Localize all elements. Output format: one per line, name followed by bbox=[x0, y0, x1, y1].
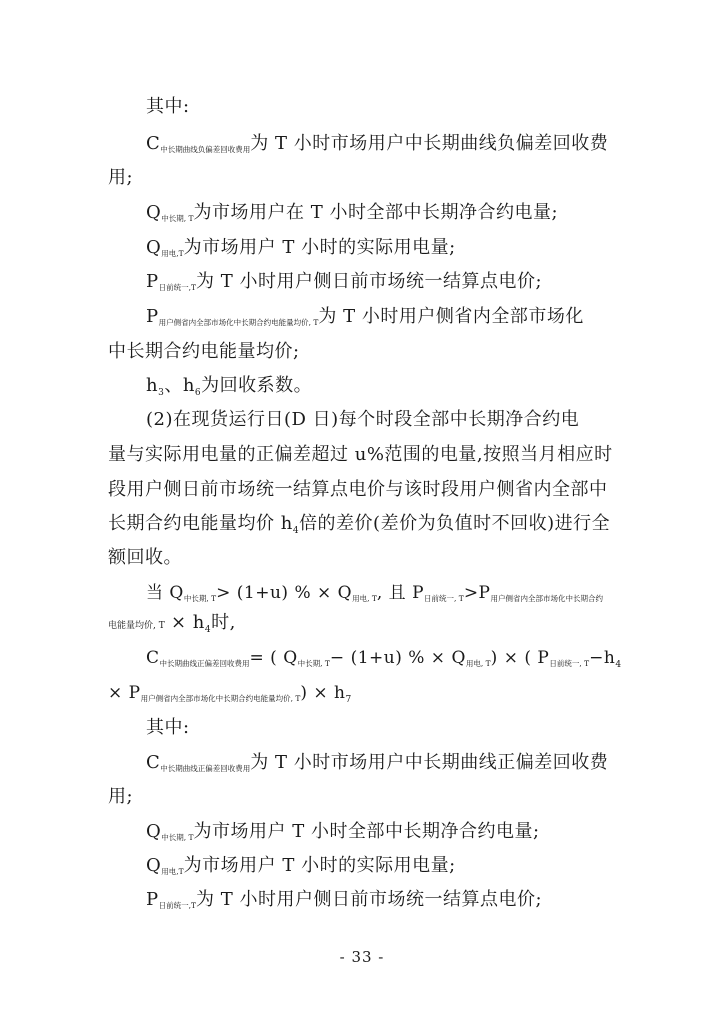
text-line bbox=[108, 167, 133, 189]
formula-line bbox=[146, 821, 540, 843]
text: 当 Q bbox=[146, 583, 184, 603]
text-line bbox=[108, 479, 608, 501]
text: , 且 P bbox=[376, 583, 425, 603]
text: 为 T 小时用户侧省内全部市场化 bbox=[318, 306, 584, 327]
subscript: 用电, T bbox=[465, 659, 491, 668]
formula-line bbox=[146, 271, 542, 293]
text-line bbox=[108, 444, 613, 466]
text: 为市场用户 T 小时的实际用电量; bbox=[183, 855, 456, 876]
text: 为 T 小时市场用户中长期曲线正偏差回收费 bbox=[250, 752, 609, 773]
text: 用; bbox=[108, 786, 134, 807]
text: 电能量均价, T bbox=[108, 621, 165, 631]
text: ) × ( P bbox=[490, 648, 550, 668]
formula-line bbox=[146, 202, 558, 224]
text: (2)在现货运行日(D 日)每个时段全部中长期净合约电 bbox=[146, 409, 580, 430]
subscript: 日前统一,T bbox=[158, 283, 197, 292]
symbol: P bbox=[146, 889, 159, 910]
formula-line bbox=[146, 647, 622, 670]
subscript: 6 bbox=[194, 388, 202, 398]
symbol: Q bbox=[146, 202, 162, 223]
symbol: P bbox=[146, 306, 159, 327]
formula-line bbox=[146, 306, 584, 328]
formula-line bbox=[146, 133, 608, 155]
symbol: h bbox=[146, 375, 159, 396]
formula-line bbox=[146, 855, 456, 877]
formula-line bbox=[146, 582, 603, 604]
symbol: C bbox=[146, 648, 160, 668]
text: 量与实际用电量的正偏差超过 u%范围的电量,按照当月相应时 bbox=[108, 444, 613, 465]
text: 倍的差价(差价为负值时不回收)进行全 bbox=[299, 513, 611, 534]
text: 为市场用户 T 小时全部中长期净合约电量; bbox=[193, 821, 540, 842]
text: 时, bbox=[211, 612, 236, 633]
subscript: 日前统一,T bbox=[158, 901, 197, 910]
text: 为回收系数。 bbox=[201, 375, 313, 396]
text: 段用户侧日前市场统一结算点电价与该时段用户侧省内全部中 bbox=[108, 479, 608, 500]
subscript: 用电,T bbox=[161, 867, 184, 876]
text-line bbox=[108, 786, 133, 808]
subscript: 7 bbox=[345, 695, 352, 705]
page-number: - 33 - bbox=[339, 948, 385, 966]
text-line bbox=[108, 547, 182, 569]
subscript: 用户侧省内全部市场化中长期合约 bbox=[490, 594, 603, 603]
text: 为市场用户在 T 小时全部中长期净合约电量; bbox=[193, 202, 559, 223]
text: 其中: bbox=[146, 717, 190, 738]
text: 长期合约电能量均价 h bbox=[108, 513, 293, 534]
text: 用; bbox=[108, 167, 134, 188]
text: > (1+u) % × Q bbox=[216, 583, 353, 603]
subscript: 3 bbox=[158, 388, 165, 398]
subscript: 中长期, T bbox=[161, 833, 194, 842]
subscript: 中长期, T bbox=[161, 214, 194, 223]
text: 为市场用户 T 小时的实际用电量; bbox=[183, 237, 456, 258]
text: 其中: bbox=[146, 96, 190, 117]
text-line bbox=[108, 341, 300, 363]
subscript: 日前统一, T bbox=[549, 659, 590, 668]
text: × P bbox=[108, 683, 141, 703]
subscript: 4 bbox=[615, 660, 622, 670]
formula-line bbox=[108, 682, 352, 705]
formula-line bbox=[146, 237, 456, 259]
subscript: 中长期, T bbox=[297, 659, 330, 668]
subscript: 用户侧省内全部市场化中长期合约电能量均价, T bbox=[140, 694, 301, 703]
subscript: 中长期曲线正偏差回收费用 bbox=[160, 764, 251, 773]
text: 为 T 小时用户侧日前市场统一结算点电价; bbox=[196, 271, 543, 292]
text-line bbox=[146, 96, 190, 118]
symbol: Q bbox=[146, 237, 162, 258]
symbol: Q bbox=[146, 821, 162, 842]
text: − (1+u) % × Q bbox=[329, 648, 466, 668]
formula-line bbox=[108, 612, 236, 637]
symbol: C bbox=[146, 133, 161, 154]
formula-line bbox=[108, 513, 610, 536]
text-line bbox=[146, 409, 579, 431]
subscript: 中长期曲线正偏差回收费用 bbox=[159, 659, 250, 668]
subscript: 4 bbox=[204, 625, 212, 635]
text: 为 T 小时市场用户中长期曲线负偏差回收费 bbox=[250, 133, 609, 154]
text: × h bbox=[164, 612, 205, 633]
text: −h bbox=[589, 648, 616, 668]
text: ) × h bbox=[300, 683, 346, 703]
formula-line bbox=[146, 889, 542, 911]
subscript: 4 bbox=[292, 526, 300, 536]
text: 中长期合约电能量均价; bbox=[108, 341, 300, 362]
subscript: 日前统一, T bbox=[424, 594, 464, 603]
symbol: C bbox=[146, 752, 161, 773]
text: >P bbox=[463, 583, 491, 603]
text: = ( Q bbox=[249, 648, 298, 668]
subscript: 用电, T bbox=[352, 594, 377, 603]
subscript: 用户侧省内全部市场化中长期合约电能量均价, T bbox=[158, 318, 319, 327]
symbol: Q bbox=[146, 855, 162, 876]
text: 额回收。 bbox=[108, 547, 182, 568]
formula-line bbox=[146, 752, 608, 774]
symbol: P bbox=[146, 271, 159, 292]
symbol: 、h bbox=[164, 375, 195, 396]
text: 为 T 小时用户侧日前市场统一结算点电价; bbox=[196, 889, 543, 910]
text-line bbox=[146, 717, 190, 739]
subscript: 用电,T bbox=[161, 249, 184, 258]
subscript: 中长期, T bbox=[183, 594, 217, 603]
formula-line bbox=[146, 375, 312, 398]
subscript: 中长期曲线负偏差回收费用 bbox=[160, 145, 251, 154]
